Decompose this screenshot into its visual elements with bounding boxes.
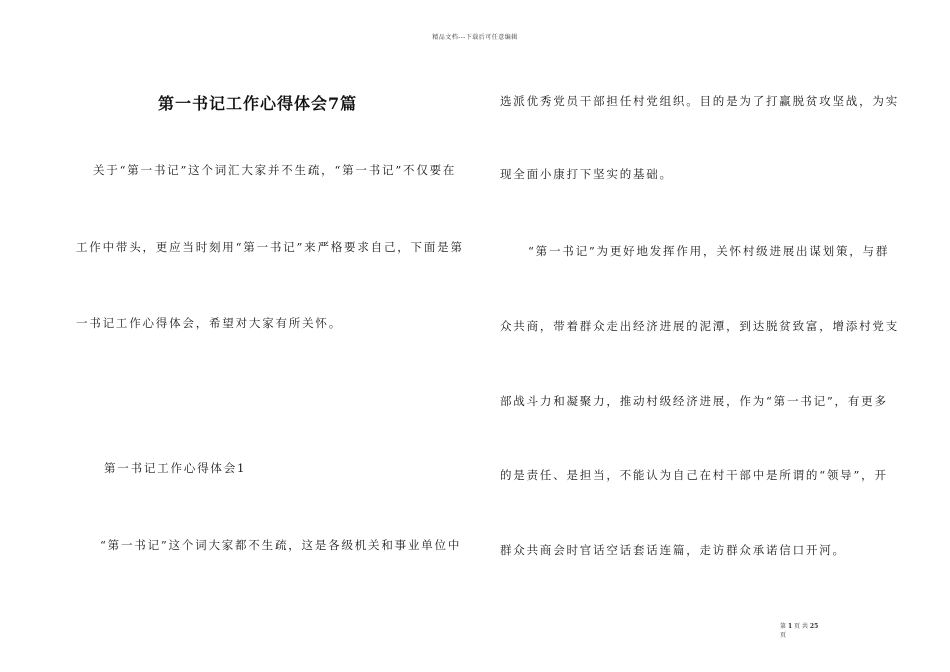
right-line-5: 部战斗力和凝聚力，推动村级经济进展，作为“第一书记”，有更多	[500, 394, 888, 408]
intro-line-2: 工作中带头，更应当时刻用“第一书记”来严格要求自己，下面是第	[76, 240, 464, 254]
right-line-3: “第一书记”为更好地发挥作用，关怀村级进展出谋划策，与群	[528, 244, 890, 258]
right-line-6: 的是责任、是担当，不能认为自己在村干部中是所谓的“领导”，开	[500, 468, 888, 482]
intro-line-3: 一书记工作心得体会，希望对大家有所关怀。	[76, 316, 342, 330]
footer-total: 25	[809, 623, 819, 630]
intro-line-1: 关于“第一书记”这个词汇大家并不生疏，“第一书记”不仅要在	[93, 163, 457, 177]
footer-page: 1	[787, 623, 793, 630]
right-line-1: 选派优秀党员干部担任村党组织。目的是为了打赢脱贫攻坚战，为实	[500, 94, 899, 108]
section-heading: 第一书记工作心得体会1	[104, 461, 247, 475]
document-title: 第一书记工作心得体会7篇	[158, 94, 358, 113]
right-line-7: 群众共商会时官话空话套话连篇，走访群众承诺信口开河。	[500, 543, 846, 557]
page-number-footer	[780, 622, 818, 640]
page-header-note: 精品文档---下载后可任意编辑	[432, 34, 518, 41]
right-line-2: 现全面小康打下坚实的基础。	[500, 167, 673, 181]
footer-middle: 页 共	[794, 623, 808, 630]
right-line-4: 众共商，带着群众走出经济进展的泥潭，到达脱贫致富，增添村党支	[500, 319, 899, 333]
footer-prefix: 第	[780, 623, 787, 630]
section-paragraph-line-1: “第一书记”这个词大家都不生疏，这是各级机关和事业单位中	[100, 538, 462, 552]
footer-suffix: 页	[780, 632, 787, 639]
